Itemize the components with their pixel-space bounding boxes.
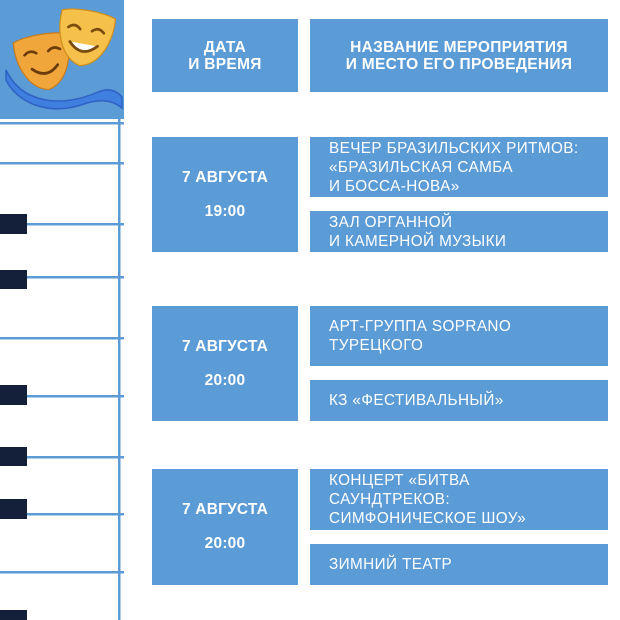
event-date: 7 АВГУСТА [181, 337, 269, 355]
theatre-masks-icon [0, 0, 124, 119]
event-date-cell [152, 137, 298, 252]
event-title: ВЕЧЕР БРАЗИЛЬСКИХ РИТМОВ: «БРАЗИЛЬСКАЯ САМБА И БОССА-НОВА» [310, 137, 608, 197]
event-date: 7 АВГУСТА [181, 168, 269, 186]
sidebar [0, 0, 124, 620]
event-time: 20:00 [204, 535, 246, 552]
event-venue: ЗИМНИЙ ТЕАТР [310, 544, 608, 585]
event-date-cell [152, 306, 298, 421]
event-title: КОНЦЕРТ «БИТВА САУНДТРЕКОВ: СИМФОНИЧЕСКОЕ ШОУ» [310, 469, 608, 530]
date-time-header: ДАТА И ВРЕМЯ [152, 19, 298, 92]
event-venue: ЗАЛ ОРГАННОЙ И КАМЕРНОЙ МУЗЫКИ [310, 211, 608, 252]
event-venue: КЗ «ФЕСТИВАЛЬНЫЙ» [310, 380, 608, 421]
event-date: 7 АВГУСТА [181, 501, 269, 518]
piano-keys-decoration [0, 119, 124, 620]
event-date-cell [152, 469, 298, 585]
logo-panel [0, 0, 124, 119]
event-time: 20:00 [204, 371, 246, 389]
event-name-header: НАЗВАНИЕ МЕРОПРИЯТИЯ И МЕСТО ЕГО ПРОВЕДЕНИЯ [310, 19, 608, 92]
event-time: 19:00 [204, 202, 246, 220]
event-title: АРТ-ГРУППА SOPRANO ТУРЕЦКОГО [310, 306, 608, 366]
